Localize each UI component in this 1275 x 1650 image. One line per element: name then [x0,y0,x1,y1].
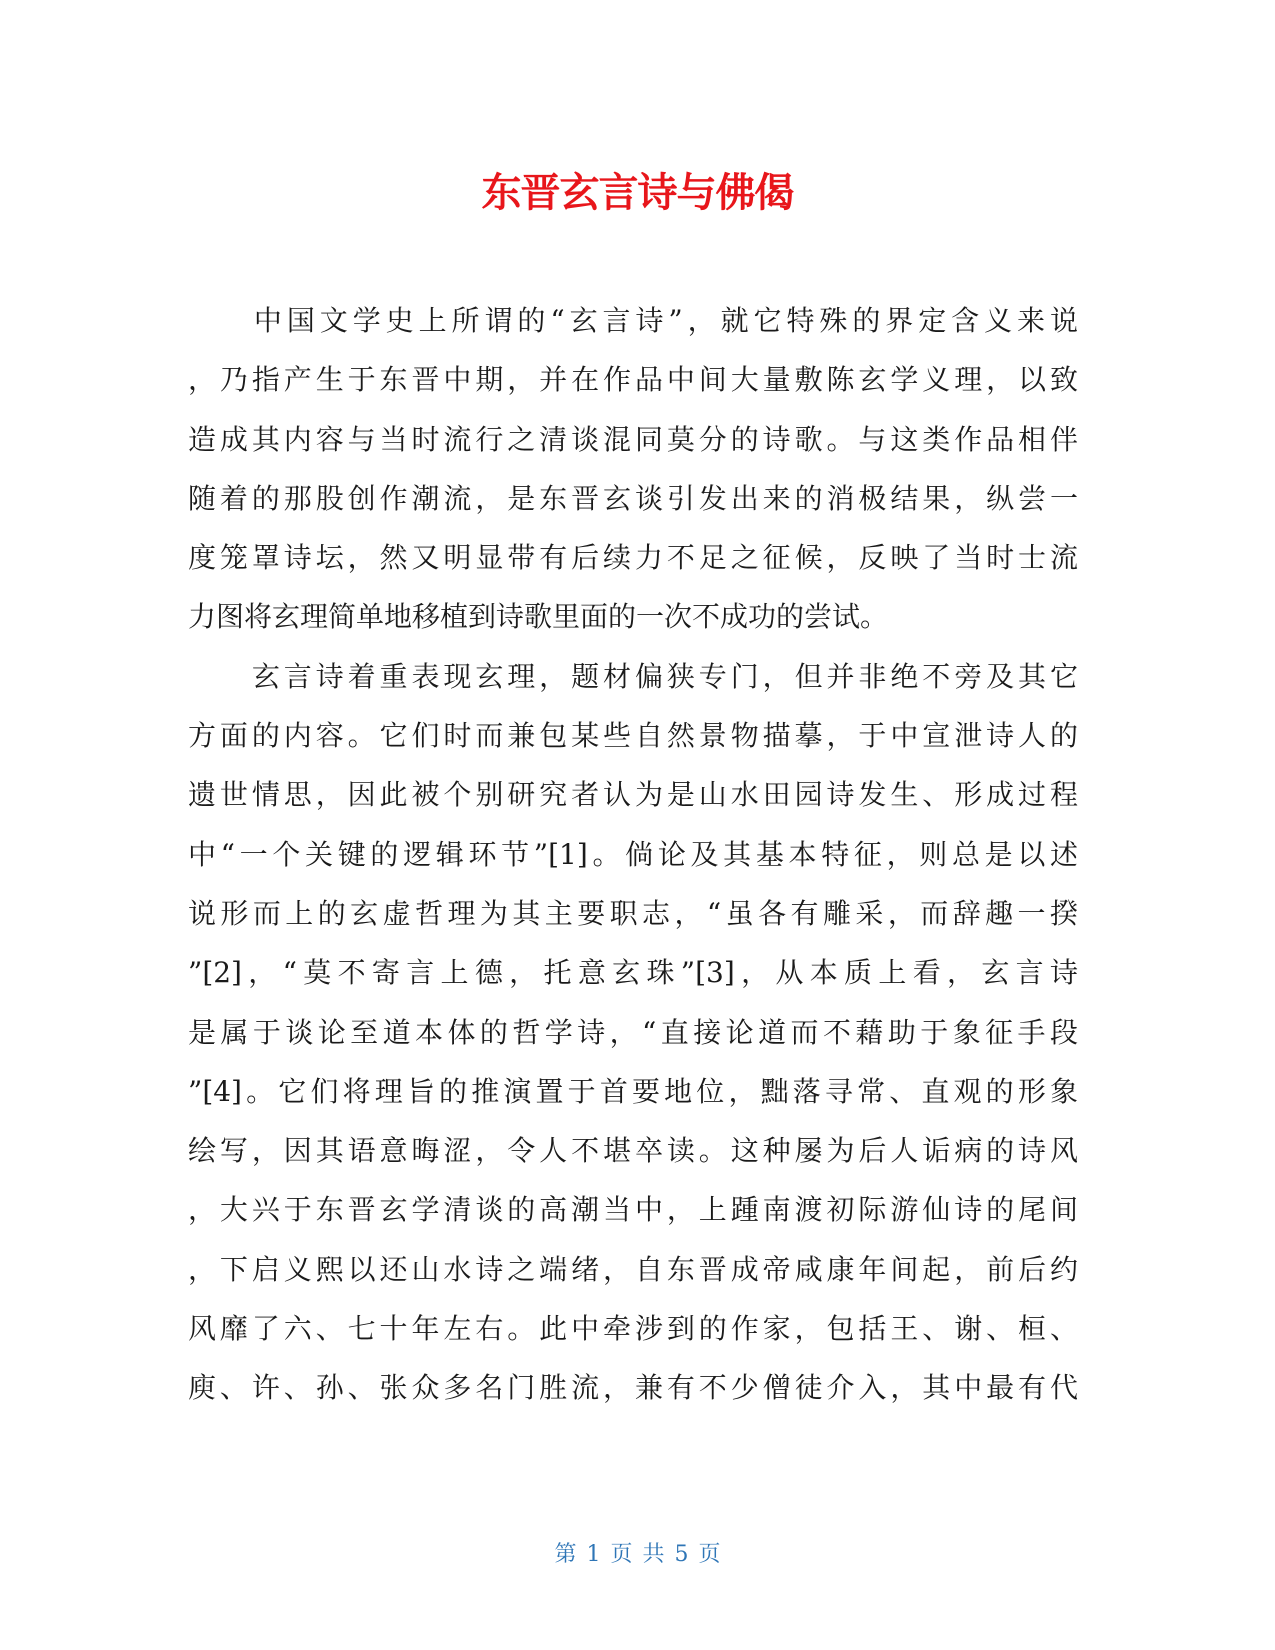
text-line: ”[4]。它们将理旨的推演置于首要地位，黜落寻常、直观的形象 [188,1074,1078,1108]
text-line: 中“一个关键的逻辑环节”[1]。倘论及其基本特征，则总是以述 [188,837,1078,871]
footer-part: 页 [698,1542,721,1567]
footer-part: 页 [610,1542,633,1567]
text-line: 度笼罩诗坛，然又明显带有后续力不足之征候，反映了当时士流 [188,541,1078,575]
text-line: 庾、许、孙、张众多名门胜流，兼有不少僧徒介入，其中最有代 [188,1371,1078,1405]
text-line: 造成其内容与当时流行之清谈混同莫分的诗歌。与这类作品相伴 [188,422,1078,456]
document-title: 东晋玄言诗与佛偈 [481,170,794,216]
text-line: 随着的那股创作潮流，是东晋玄谈引发出来的消极结果，纵尝一 [188,481,1078,515]
paragraph-2 [188,647,1078,1418]
page-total: 5 [674,1542,689,1567]
text-line: 力图将玄理简单地移植到诗歌里面的一次不成功的尝试。 [188,600,889,634]
text-line: 绘写，因其语意晦涩，令人不堪卒读。这种屡为后人诟病的诗风 [188,1134,1078,1168]
footer-part: 共 [642,1542,665,1567]
page-footer [0,1537,1275,1568]
text-line: 方面的内容。它们时而兼包某些自然景物描摹，于中宣泄诗人的 [188,719,1078,753]
text-line: ，大兴于东晋玄学清谈的高潮当中，上踵南渡初际游仙诗的尾间 [188,1193,1078,1227]
document-body [188,291,1078,1418]
text-line: 是属于谈论至道本体的哲学诗，“直接论道而不藉助于象征手段 [188,1015,1078,1049]
page-number: 1 [586,1542,601,1567]
footer-part: 第 [554,1542,577,1567]
text-line: 风靡了六、七十年左右。此中牵涉到的作家，包括王、谢、桓、 [188,1312,1078,1346]
text-line: 说形而上的玄虚哲理为其主要职志，“虽各有雕采，而辞趣一揆 [188,896,1078,930]
text-line: 中国文学史上所谓的“玄言诗”，就它特殊的界定含义来说 [188,304,1078,337]
text-line: ”[2]，“莫不寄言上德，托意玄珠”[3]，从本质上看，玄言诗 [188,956,1078,990]
text-line: 玄言诗着重表现玄理，题材偏狭专门，但并非绝不旁及其它 [188,659,1078,693]
text-line: ，乃指产生于东晋中期，并在作品中间大量敷陈玄学义理，以致 [188,363,1078,397]
text-line: 遗世情思，因此被个别研究者认为是山水田园诗发生、形成过程 [188,778,1078,812]
text-line: ，下启义熙以还山水诗之端绪，自东晋成帝咸康年间起，前后约 [188,1252,1078,1286]
paragraph-1 [188,291,1078,647]
